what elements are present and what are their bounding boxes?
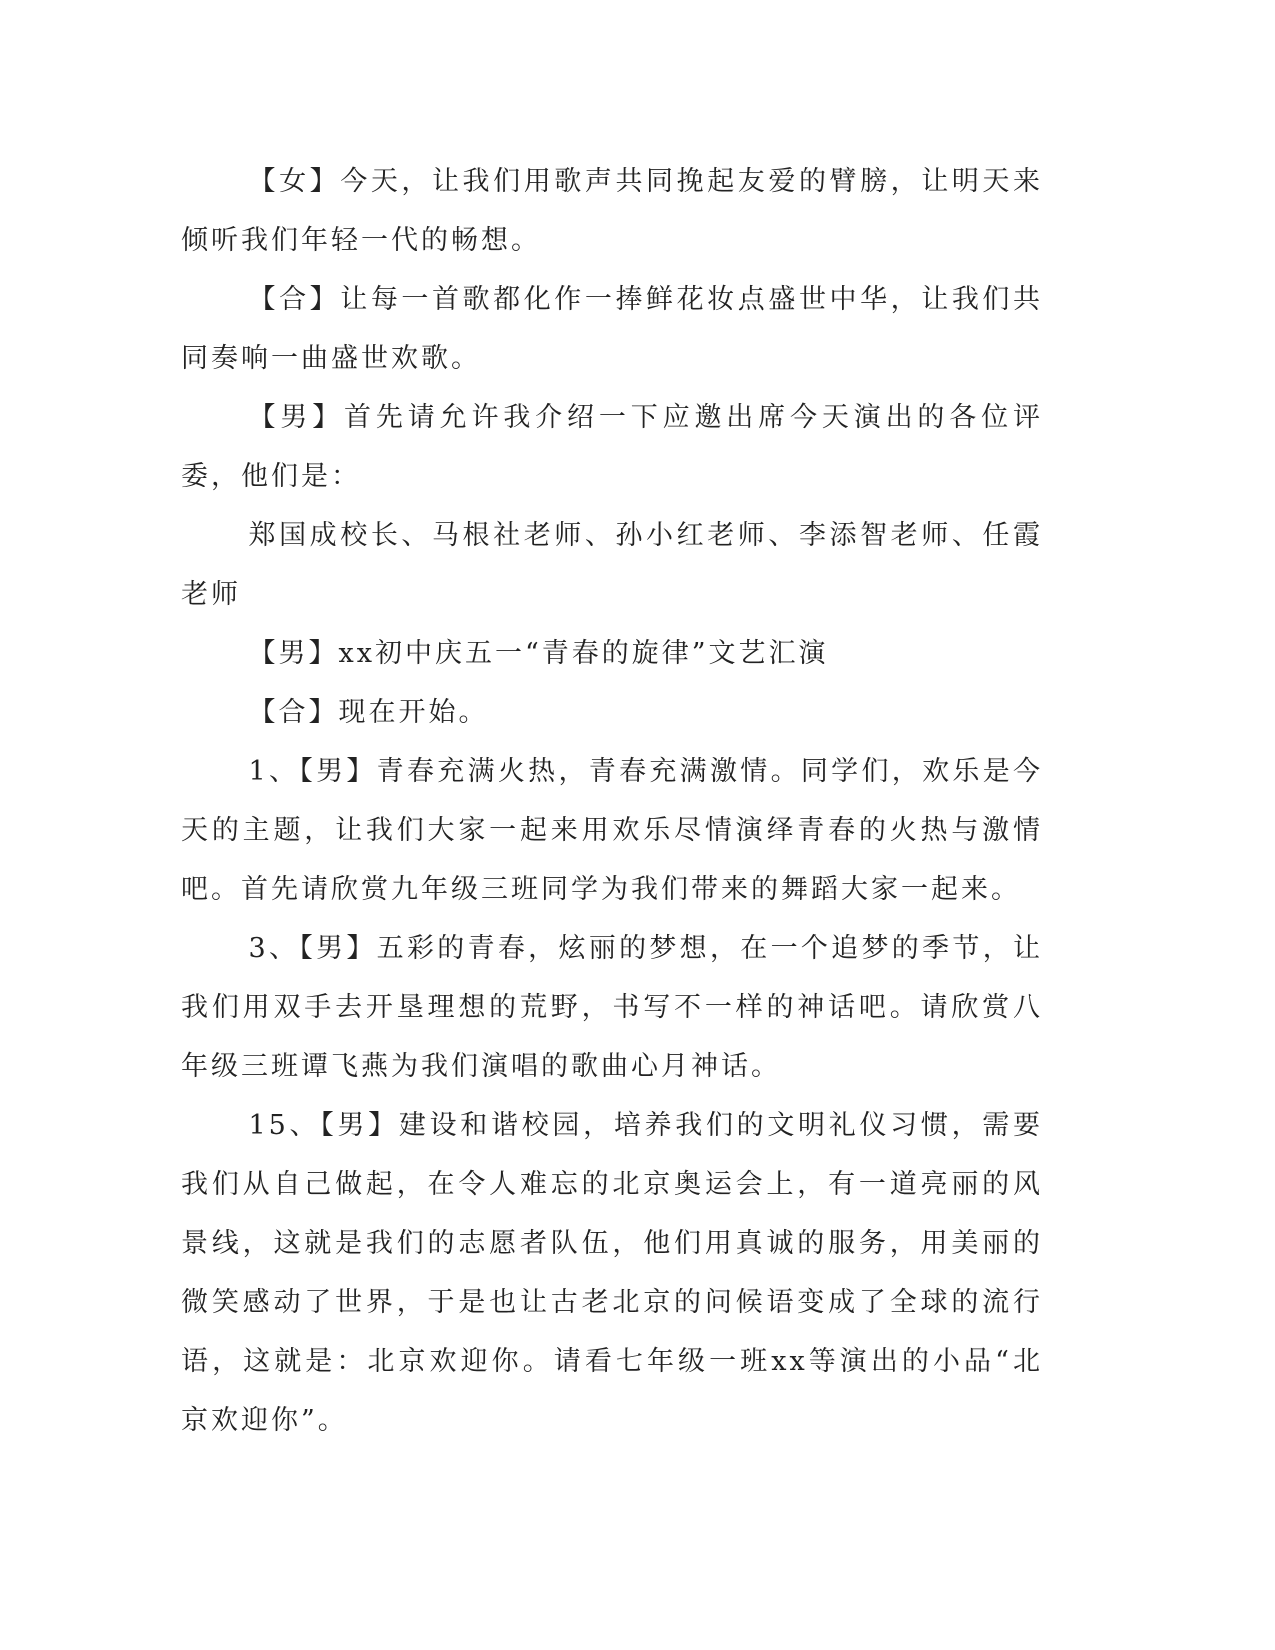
document-body bbox=[181, 152, 1043, 1450]
paragraph-start: 【合】现在开始。 bbox=[248, 697, 489, 728]
paragraph-female-intro: 【女】今天，让我们用歌声共同挽起友爱的臂膀，让明天来倾听我们年轻一代的畅想。 bbox=[181, 166, 1043, 256]
paragraph-program-1: 1、【男】青春充满火热，青春充满激情。同学们，欢乐是今天的主题，让我们大家一起来用欢乐尽情演绎青春的火热与激情吧。首先请欣赏九年级三班同学为我们带来的舞蹈大家一起来。 bbox=[181, 756, 1043, 905]
paragraph-program-3: 3、【男】五彩的青春，炫丽的梦想，在一个追梦的季节，让我们用双手去开垦理想的荒野，书写不一样的神话吧。请欣赏八年级三班谭飞燕为我们演唱的歌曲心月神话。 bbox=[181, 933, 1043, 1082]
paragraph-event-title: 【男】xx初中庆五一“青春的旋律”文艺汇演 bbox=[248, 638, 829, 669]
paragraph-program-15: 15、【男】建设和谐校园，培养我们的文明礼仪习惯，需要我们从自己做起，在令人难忘的北京奥运会上，有一道亮丽的风景线，这就是我们的志愿者队伍，他们用真诚的服务，用美丽的微笑感动了世界，于是也让古老北京的问候语变成了全球的流行语，这就是：北京欢迎你。请看七年级一班xx等演出的小品“北京欢迎你”。 bbox=[181, 1110, 1043, 1436]
paragraph-together-song: 【合】让每一首歌都化作一捧鲜花妆点盛世中华，让我们共同奏响一曲盛世欢歌。 bbox=[181, 284, 1043, 374]
paragraph-male-judges-intro: 【男】首先请允许我介绍一下应邀出席今天演出的各位评委，他们是： bbox=[181, 402, 1043, 492]
paragraph-judges-list: 郑国成校长、马根社老师、孙小红老师、李添智老师、任霞老师 bbox=[181, 520, 1043, 610]
